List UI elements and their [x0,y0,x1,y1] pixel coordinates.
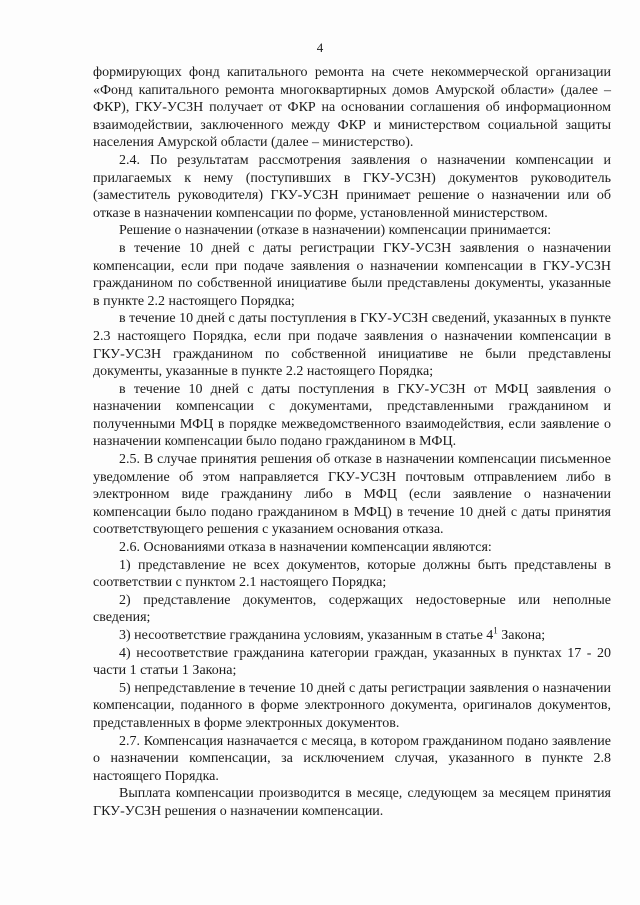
list-item-text: 3) несоответствие гражданина условиям, указанным в статье 4 [119,628,494,643]
paragraph: Решение о назначении (отказе в назначении) компенсации принимается: [119,223,552,239]
list-item-tail: Закона; [497,628,546,643]
paragraph: в течение 10 дней с даты поступления в ГКУ-УСЗН сведений, указанных в пункте 2.3 настоящего Порядка, если при подаче заявления о назначении компенсации в ГКУ-УСЗН гражданином по собственной инициативе не были представлены документы, указанные в пункте 2.2 настоящего Порядка; [93,311,611,380]
paragraph: в течение 10 дней с даты регистрации ГКУ-УСЗН заявления о назначении компенсации, если при подаче заявления о назначении компенсации в ГКУ-УСЗН гражданином по собственной инициативе были представлены документы, указанные в пункте 2.2 настоящего Порядка; [93,240,611,309]
superscript: 1 [493,625,498,636]
page-number: 4 [316,40,324,55]
list-item: 4) несоответствие гражданина категории граждан, указанных в пунктах 17 - 20 части 1 статьи 1 Закона; [93,645,611,679]
paragraph: 2.6. Основаниями отказа в назначении компенсации являются: [119,540,492,556]
list-item [93,627,611,645]
paragraph: формирующих фонд капитального ремонта на счете некоммерческой организации «Фонд капитального ремонта многоквартирных домов Амурской области» (далее – ФКР), ГКУ-УСЗН получает от ФКР на основании соглашения об информационном взаимодействии, заключенного между ФКР и министерством социальной защиты населения Амурской области (далее – министерство). [93,65,611,151]
document-body [93,64,611,821]
paragraph: 2.7. Компенсация назначается с месяца, в котором гражданином подано заявление о назначении компенсации, за исключением случая, указанного в пункте 2.8 настоящего Порядка. [93,733,611,784]
list-item: 5) непредставление в течение 10 дней с даты регистрации заявления о назначении компенсации, поданного в форме электронного документа, оригиналов документов, представленных в форме электронных документов. [93,680,611,731]
paragraph: Выплата компенсации производится в месяце, следующем за месяцем принятия ГКУ-УСЗН решения о назначении компенсации. [93,786,611,819]
paragraph: 2.4. По результатам рассмотрения заявления о назначении компенсации и прилагаемых к нему (поступивших в ГКУ-УСЗН) документов руководитель (заместитель руководителя) ГКУ-УСЗН принимает решение о назначении или об отказе в назначении компенсации по форме, установленной министерством. [93,152,611,221]
list-item: 1) представление не всех документов, которые должны быть представлены в соответствии с пунктом 2.1 настоящего Порядка; [93,557,611,591]
paragraph: 2.5. В случае принятия решения об отказе в назначении компенсации письменное уведомление об этом направляется ГКУ-УСЗН почтовым отправлением либо в электронном виде гражданину либо в МФЦ (если заявление о назначении компенсации было подано гражданином в МФЦ) в течение 10 дней с даты принятия соответствующего решения с указанием основания отказа. [93,452,611,538]
paragraph: в течение 10 дней с даты поступления в ГКУ-УСЗН от МФЦ заявления о назначении компенсации с документами, представленными гражданином и полученными МФЦ в порядке межведомственного взаимодействия, если заявление о назначении компенсации было подано гражданином в МФЦ. [93,381,611,450]
list-item: 2) представление документов, содержащих недостоверные или неполные сведения; [93,592,611,626]
